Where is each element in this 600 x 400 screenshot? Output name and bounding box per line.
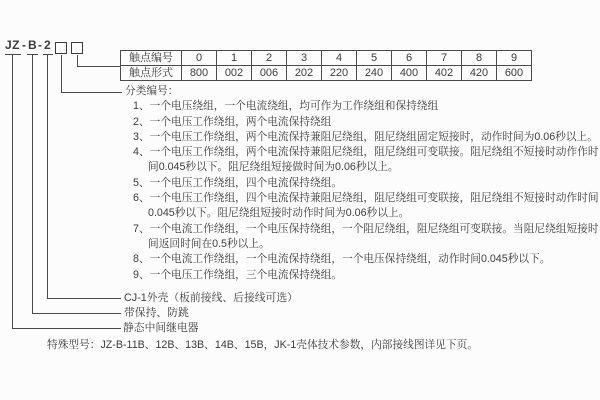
classification-item-line: 间返回时间在0.5秒以上。 — [148, 237, 270, 250]
classification-item-line: 4、一个电压工作绕组，两个电流保持兼阻尼绕组，阻尼绕组可变联接。阻尼绕组不短接时动作作时 — [133, 146, 599, 159]
model-token-variant: 2 — [44, 38, 52, 52]
stem-series — [12, 55, 13, 329]
classification-item-line: 1、一个电压绕组，一个电流绕组，均可作为工作绕组和保持绕组 — [133, 100, 439, 113]
contact-number-cell: 0 — [182, 51, 217, 66]
classification-item-line: 间0.045秒以下。阻尼绕组短接做时间为0.06秒以上。 — [148, 161, 399, 174]
contact-number-cell: 5 — [357, 51, 392, 66]
classification-item-line: 8、一个电流工作绕组，一个电流保持绕组，一个电压保持绕组，动作时间0.045秒以下。 — [133, 253, 551, 266]
callout-hold-label: 带保持、防跳 — [124, 307, 189, 319]
stem-type — [32, 55, 33, 314]
contact-form-row — [121, 66, 532, 81]
model-digit-box-2 — [71, 42, 83, 54]
model-token-series: JZ — [5, 38, 21, 52]
contact-number-header: 触点编号 — [121, 51, 182, 66]
model-token-type: B — [28, 38, 38, 52]
contact-form-cell: 006 — [252, 66, 287, 81]
model-token-dash1: - — [22, 38, 27, 52]
underline-variant — [43, 54, 53, 55]
contact-form-cell: 800 — [182, 66, 217, 81]
branch-case — [47, 298, 121, 299]
contact-number-cell: 2 — [252, 51, 287, 66]
contact-form-cell: 400 — [392, 66, 427, 81]
branch-classification — [61, 92, 122, 93]
classification-list — [125, 84, 599, 283]
classification-item-line: 9、一个电压工作绕组，三个电流保持绕组。 — [133, 268, 343, 281]
callout-case-label: CJ-1外壳（板前接线、后接线可选） — [124, 292, 298, 304]
underline-series — [5, 54, 21, 55]
footnote: 特殊型号：JZ-B-11B、12B、13B、14B、15B，JK-1壳体技术参数，内部接线图详见下页。 — [47, 339, 478, 351]
contact-form-cell: 220 — [322, 66, 357, 81]
contact-number-row — [121, 51, 532, 66]
branch-relay — [12, 328, 121, 329]
branch-hold — [32, 313, 121, 314]
contact-form-cell: 600 — [497, 66, 532, 81]
contact-number-cell: 4 — [322, 51, 357, 66]
contact-number-cell: 8 — [462, 51, 497, 66]
stem-variant — [47, 55, 48, 299]
contact-number-cell: 9 — [497, 51, 532, 66]
contact-number-cell: 6 — [392, 51, 427, 66]
classification-item-line: 5、一个电压工作绕组，四个电流保持绕组。 — [133, 176, 343, 189]
classification-item-line: 3、一个电压工作绕组，两个电流保持兼阻尼绕组，阻尼绕组固定短接时，动作时间为0.06秒以上。 — [133, 130, 598, 143]
classification-title: 分类编号： — [125, 85, 179, 97]
classification-item-line: 6、一个电压工作绕组，四个电流保持兼阻尼绕组，阻尼绕组可变联接，阻尼绕组不短接时动作时间 — [133, 192, 599, 205]
classification-item-line: 7、一个电流工作绕组，一个电压保持绕组，一个阻尼绕组，阻尼绕组可变联接。当阻尼绕组短接时 — [133, 222, 599, 235]
contact-form-cell: 202 — [287, 66, 322, 81]
branch-contact-table — [77, 66, 121, 67]
contact-form-cell: 002 — [217, 66, 252, 81]
model-token-dash2: - — [38, 38, 43, 52]
contact-form-cell: 402 — [427, 66, 462, 81]
contact-number-cell: 7 — [427, 51, 462, 66]
contact-form-cell: 240 — [357, 66, 392, 81]
contact-number-cell: 1 — [217, 51, 252, 66]
contact-form-header: 触点形式 — [121, 66, 182, 81]
stem-box1 — [61, 55, 62, 93]
contact-table — [120, 50, 532, 81]
contact-form-cell: 420 — [462, 66, 497, 81]
model-digit-box-1 — [55, 42, 67, 54]
classification-item-line: 0.045秒以下。阻尼绕组短接时动作时间为0.06秒以上。 — [148, 207, 410, 220]
callout-relay-label: 静态中间继电器 — [123, 322, 199, 334]
contact-number-cell: 3 — [287, 51, 322, 66]
classification-item-line: 2、一个电压工作绕组，两个电流保持绕组 — [133, 115, 332, 128]
